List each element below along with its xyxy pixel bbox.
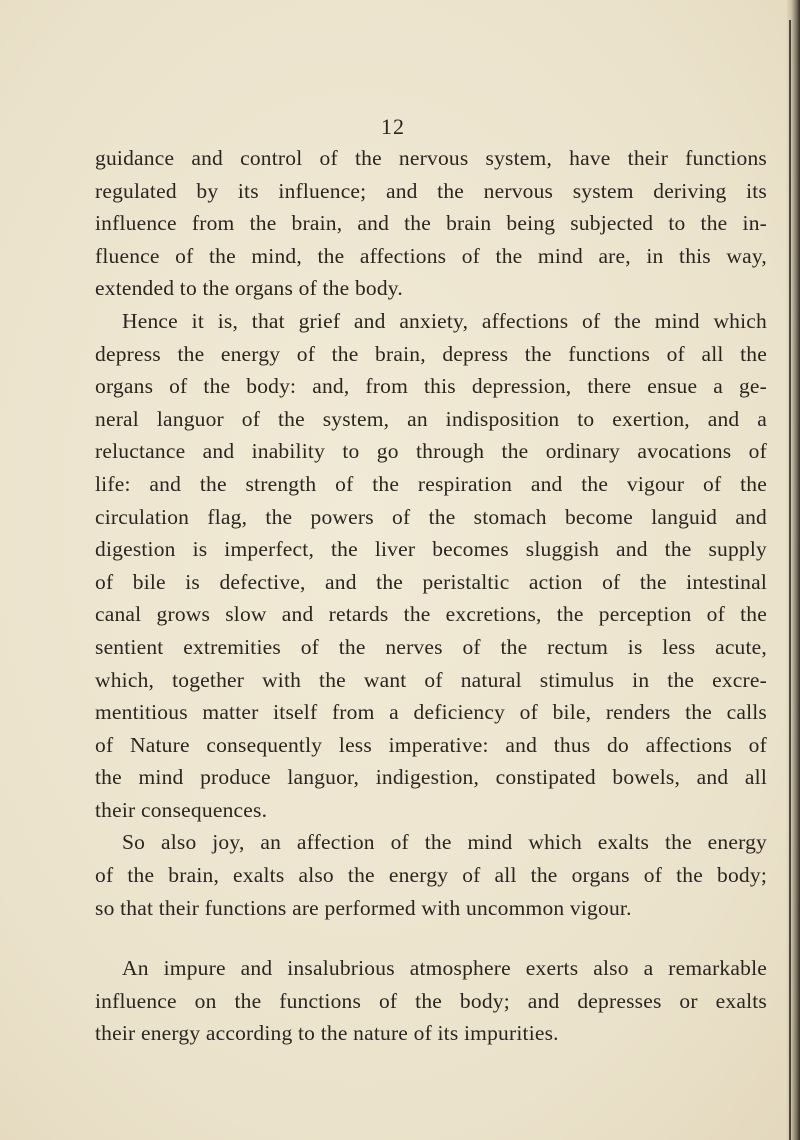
paragraph (95, 305, 767, 827)
text-line: of Nature consequently less imperative: and thus do affections of (95, 732, 767, 757)
text-line: influence from the brain, and the brain being subjected to the in- (95, 211, 767, 236)
text-line: of bile is defective, and the peristaltic action of the intestinal (95, 569, 767, 594)
text-line: canal grows slow and retards the excretions, the perception of the (95, 602, 767, 627)
paragraph (95, 952, 767, 1050)
text-line: circulation flag, the powers of the stomach become languid and (95, 504, 767, 529)
text-line: which, together with the want of natural stimulus in the excre- (95, 667, 767, 692)
text-line: mentitious matter itself from a deficiency of bile, renders the calls (95, 700, 767, 725)
body-text (95, 142, 767, 1050)
text-line: reluctance and inability to go through the ordinary avocations of (95, 439, 767, 464)
text-line: fluence of the mind, the affections of the mind are, in this way, (95, 243, 767, 268)
paragraph (95, 826, 767, 924)
text-line: So also joy, an affection of the mind which exalts the energy (122, 830, 767, 855)
text-line: An impure and insalubrious atmosphere exerts also a remarkable (122, 956, 767, 981)
paragraph (95, 142, 767, 305)
text-line: regulated by its influence; and the nervous system deriving its (95, 178, 767, 203)
text-line: guidance and control of the nervous system, have their functions (95, 146, 767, 170)
text-line: their energy according to the nature of its impurities. (95, 1021, 559, 1046)
text-line: their consequences. (95, 797, 268, 822)
text-line: life: and the strength of the respiration and the vigour of the (95, 471, 767, 496)
page-edge-line (789, 20, 791, 1140)
text-line: sentient extremities of the nerves of the rectum is less acute, (95, 634, 767, 659)
text-line: the mind produce languor, indigestion, constipated bowels, and all (95, 765, 767, 790)
text-line: neral languor of the system, an indisposition to exertion, and a (95, 406, 767, 431)
text-line: extended to the organs of the body. (95, 276, 403, 301)
text-line: of the brain, exalts also the energy of all the organs of the body; (95, 863, 767, 888)
text-line: depress the energy of the brain, depress the functions of all the (95, 341, 767, 366)
text-line: digestion is imperfect, the liver becomes sluggish and the supply (95, 537, 767, 562)
text-line: influence on the functions of the body; and depresses or exalts (95, 988, 767, 1013)
paragraph-gap (95, 924, 767, 952)
text-line: so that their functions are performed with uncommon vigour. (95, 895, 632, 920)
page-number: 12 (381, 114, 405, 139)
text-line: Hence it is, that grief and anxiety, affections of the mind which (122, 308, 767, 333)
text-line: organs of the body: and, from this depression, there ensue a ge- (95, 374, 767, 399)
